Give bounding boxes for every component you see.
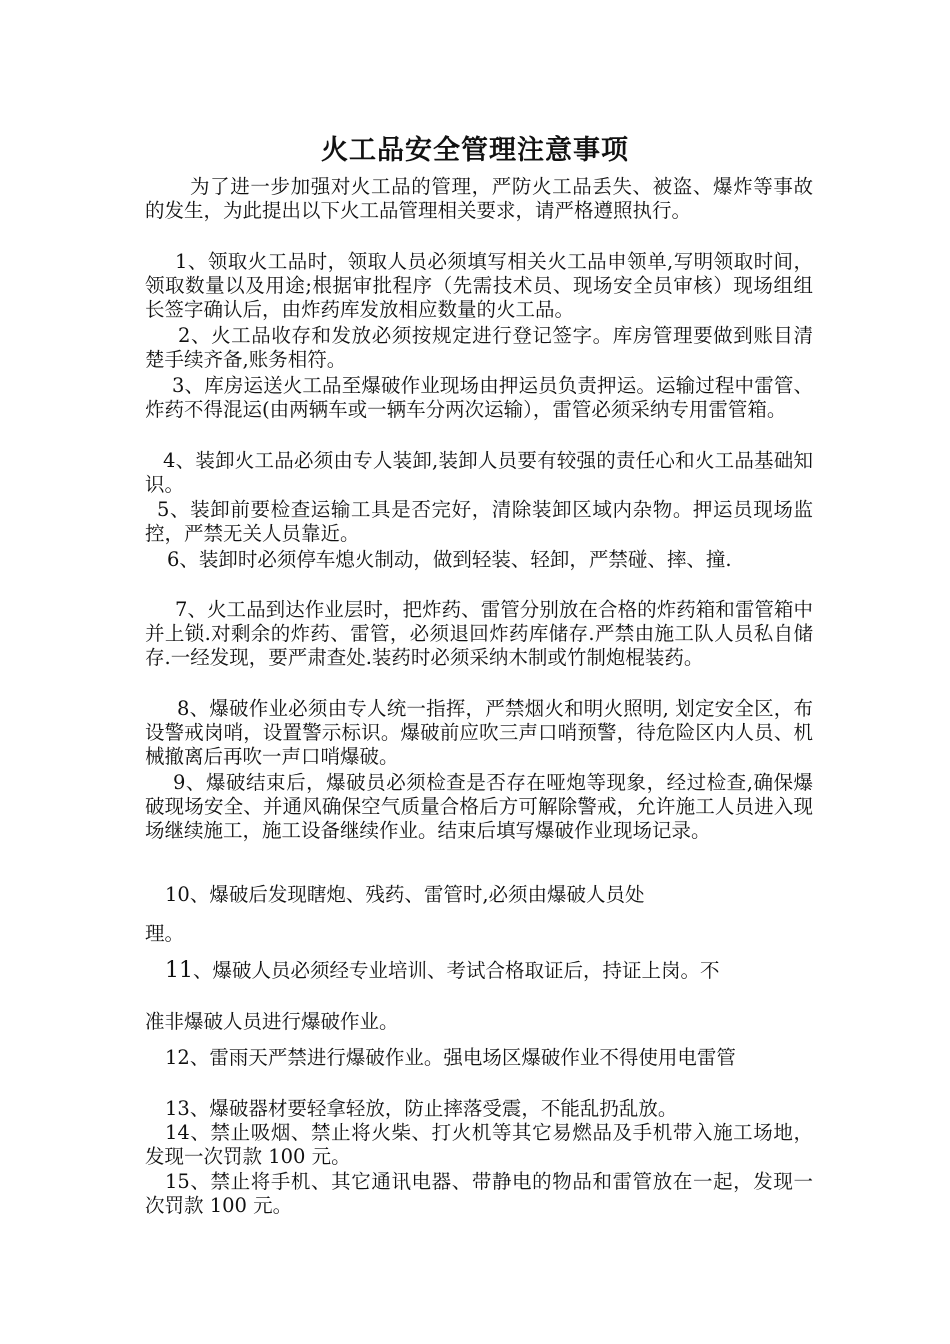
rule-item-13: 13、爆破器材要轻拿轻放，防止摔落受震，不能乱扔乱放。 — [165, 1097, 678, 1120]
rule-item-2: 2、火工品收存和发放必须按规定进行登记签字。库房管理要做到账目清楚手续齐备,账务相符。 — [145, 324, 813, 371]
rule-item-12: 12、雷雨天严禁进行爆破作业。强电场区爆破作业不得使用电雷管 — [165, 1046, 736, 1069]
rule-item-11-line1 — [145, 959, 813, 983]
rule-item-7: 7、火工品到达作业层时，把炸药、雷管分别放在合格的炸药箱和雷管箱中并上锁.对剩余的炸药、雷管，必须退回炸药库储存.严禁由施工队人员私自储存.一经发现，要严肃查处.装药时必须采纳木制或竹制炮棍装药。 — [145, 598, 813, 669]
rule-item-5: 5、装卸前要检查运输工具是否完好，清除装卸区域内杂物。押运员现场监控，严禁无关人员靠近。 — [145, 498, 813, 545]
rule-item-15: 15、禁止将手机、其它通讯电器、带静电的物品和雷管放在一起，发现一次罚款 100 元。 — [145, 1170, 813, 1217]
rule-item-8: 8、爆破作业必须由专人统一指挥，严禁烟火和明火照明, 划定安全区，布设警戒岗哨，设置警示标识。爆破前应吹三声口哨预警，待危险区内人员、机械撤离后再吹一声口哨爆破。 — [145, 697, 813, 768]
rule-item-4: 4、装卸火工品必须由专人装卸,装卸人员要有较强的责任心和火工品基础知识。 — [145, 449, 813, 496]
rule-item-3: 3、库房运送火工品至爆破作业现场由押运员负责押运。运输过程中雷管、炸药不得混运(由两辆车或一辆车分两次运输），雷管必须采纳专用雷管箱。 — [145, 374, 813, 421]
rule-item-10-line1: 10、爆破后发现瞎炮、残药、雷管时,必须由爆破人员处 — [165, 883, 645, 906]
intro-paragraph: 为了进一步加强对火工品的管理，严防火工品丢失、被盗、爆炸等事故的发生，为此提出以下火工品管理相关要求，请严格遵照执行。 — [145, 175, 813, 222]
rule-item-6: 6、装卸时必须停车熄火制动，做到轻装、轻卸，严禁碰、摔、撞. — [167, 548, 732, 571]
rule-item-11-number: 11 — [165, 958, 193, 983]
rule-item-14: 14、禁止吸烟、禁止将火柴、打火机等其它易燃品及手机带入施工场地，发现一次罚款 100 元。 — [145, 1121, 813, 1168]
rule-item-11-text: 、爆破人员必须经专业培训、考试合格取证后，持证上岗。不 — [193, 959, 720, 982]
rule-item-11-line2: 准非爆破人员进行爆破作业。 — [145, 1010, 399, 1033]
document-title: 火工品安全管理注意事项 — [321, 135, 629, 166]
rule-item-9: 9、爆破结束后，爆破员必须检查是否存在哑炮等现象，经过检查,确保爆破现场安全、并通风确保空气质量合格后方可解除警戒，允许施工人员进入现场继续施工，施工设备继续作业。结束后填写爆破作业现场记录。 — [145, 771, 813, 842]
rule-item-1: 1、领取火工品时，领取人员必须填写相关火工品申领单,写明领取时间，领取数量以及用途;根据审批程序（先需技术员、现场安全员审核）现场组组长签字确认后，由炸药库发放相应数量的火工品。 — [145, 250, 813, 321]
rule-item-10-line2: 理。 — [145, 922, 185, 945]
